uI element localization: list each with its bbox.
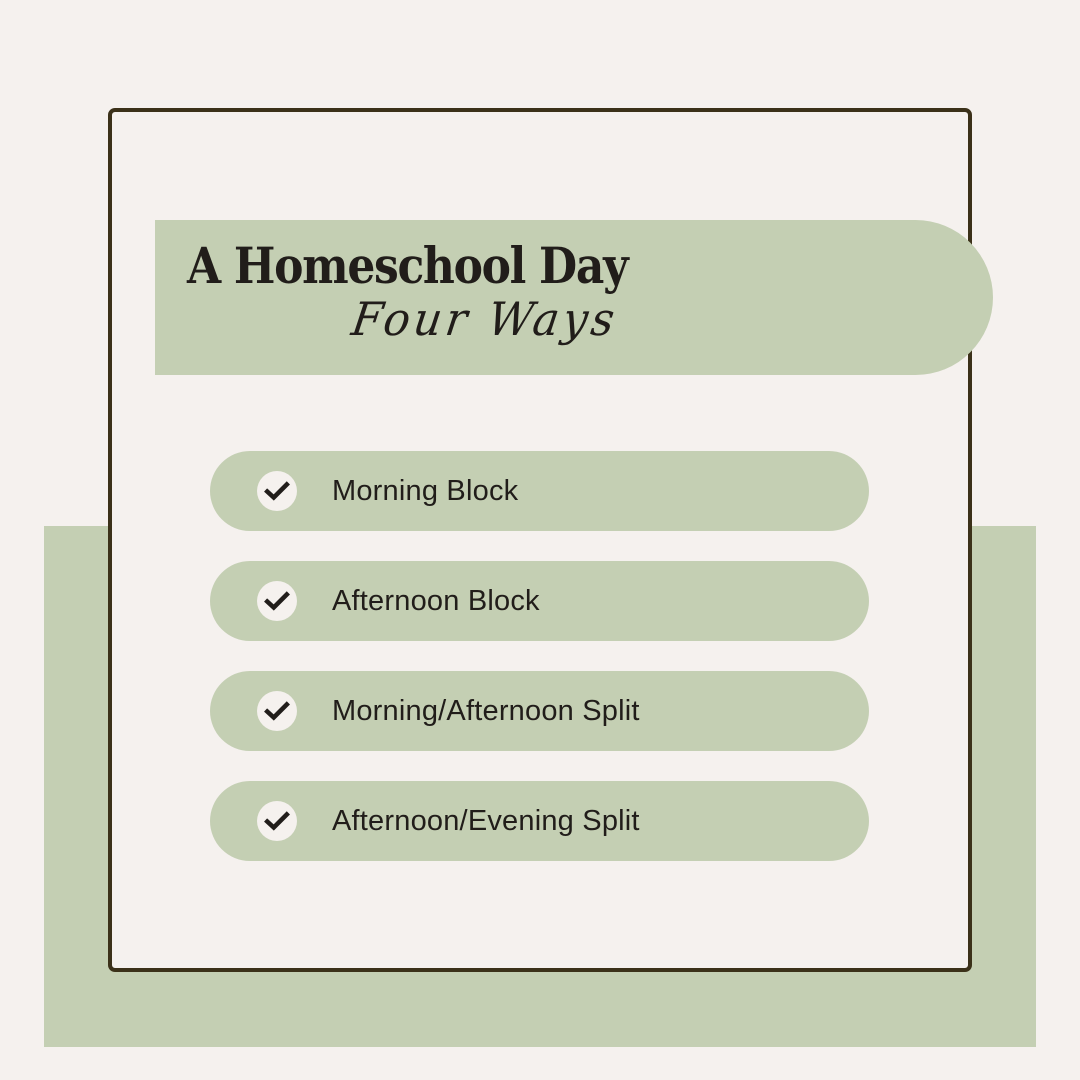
page-subtitle: Four Ways bbox=[348, 292, 622, 346]
list-item-label: Afternoon Block bbox=[332, 584, 540, 617]
checkmark-icon bbox=[257, 801, 297, 841]
list-item-label: Morning/Afternoon Split bbox=[332, 694, 640, 727]
list-item bbox=[210, 561, 869, 641]
checkmark-icon bbox=[257, 581, 297, 621]
checkmark-icon bbox=[257, 691, 297, 731]
schedule-options-list bbox=[210, 451, 869, 891]
list-item bbox=[210, 671, 869, 751]
checkmark-icon bbox=[257, 471, 297, 511]
list-item bbox=[210, 781, 869, 861]
page-title: A Homeschool Day bbox=[187, 236, 628, 295]
list-item bbox=[210, 451, 869, 531]
list-item-label: Afternoon/Evening Split bbox=[332, 804, 640, 837]
list-item-label: Morning Block bbox=[332, 474, 519, 507]
